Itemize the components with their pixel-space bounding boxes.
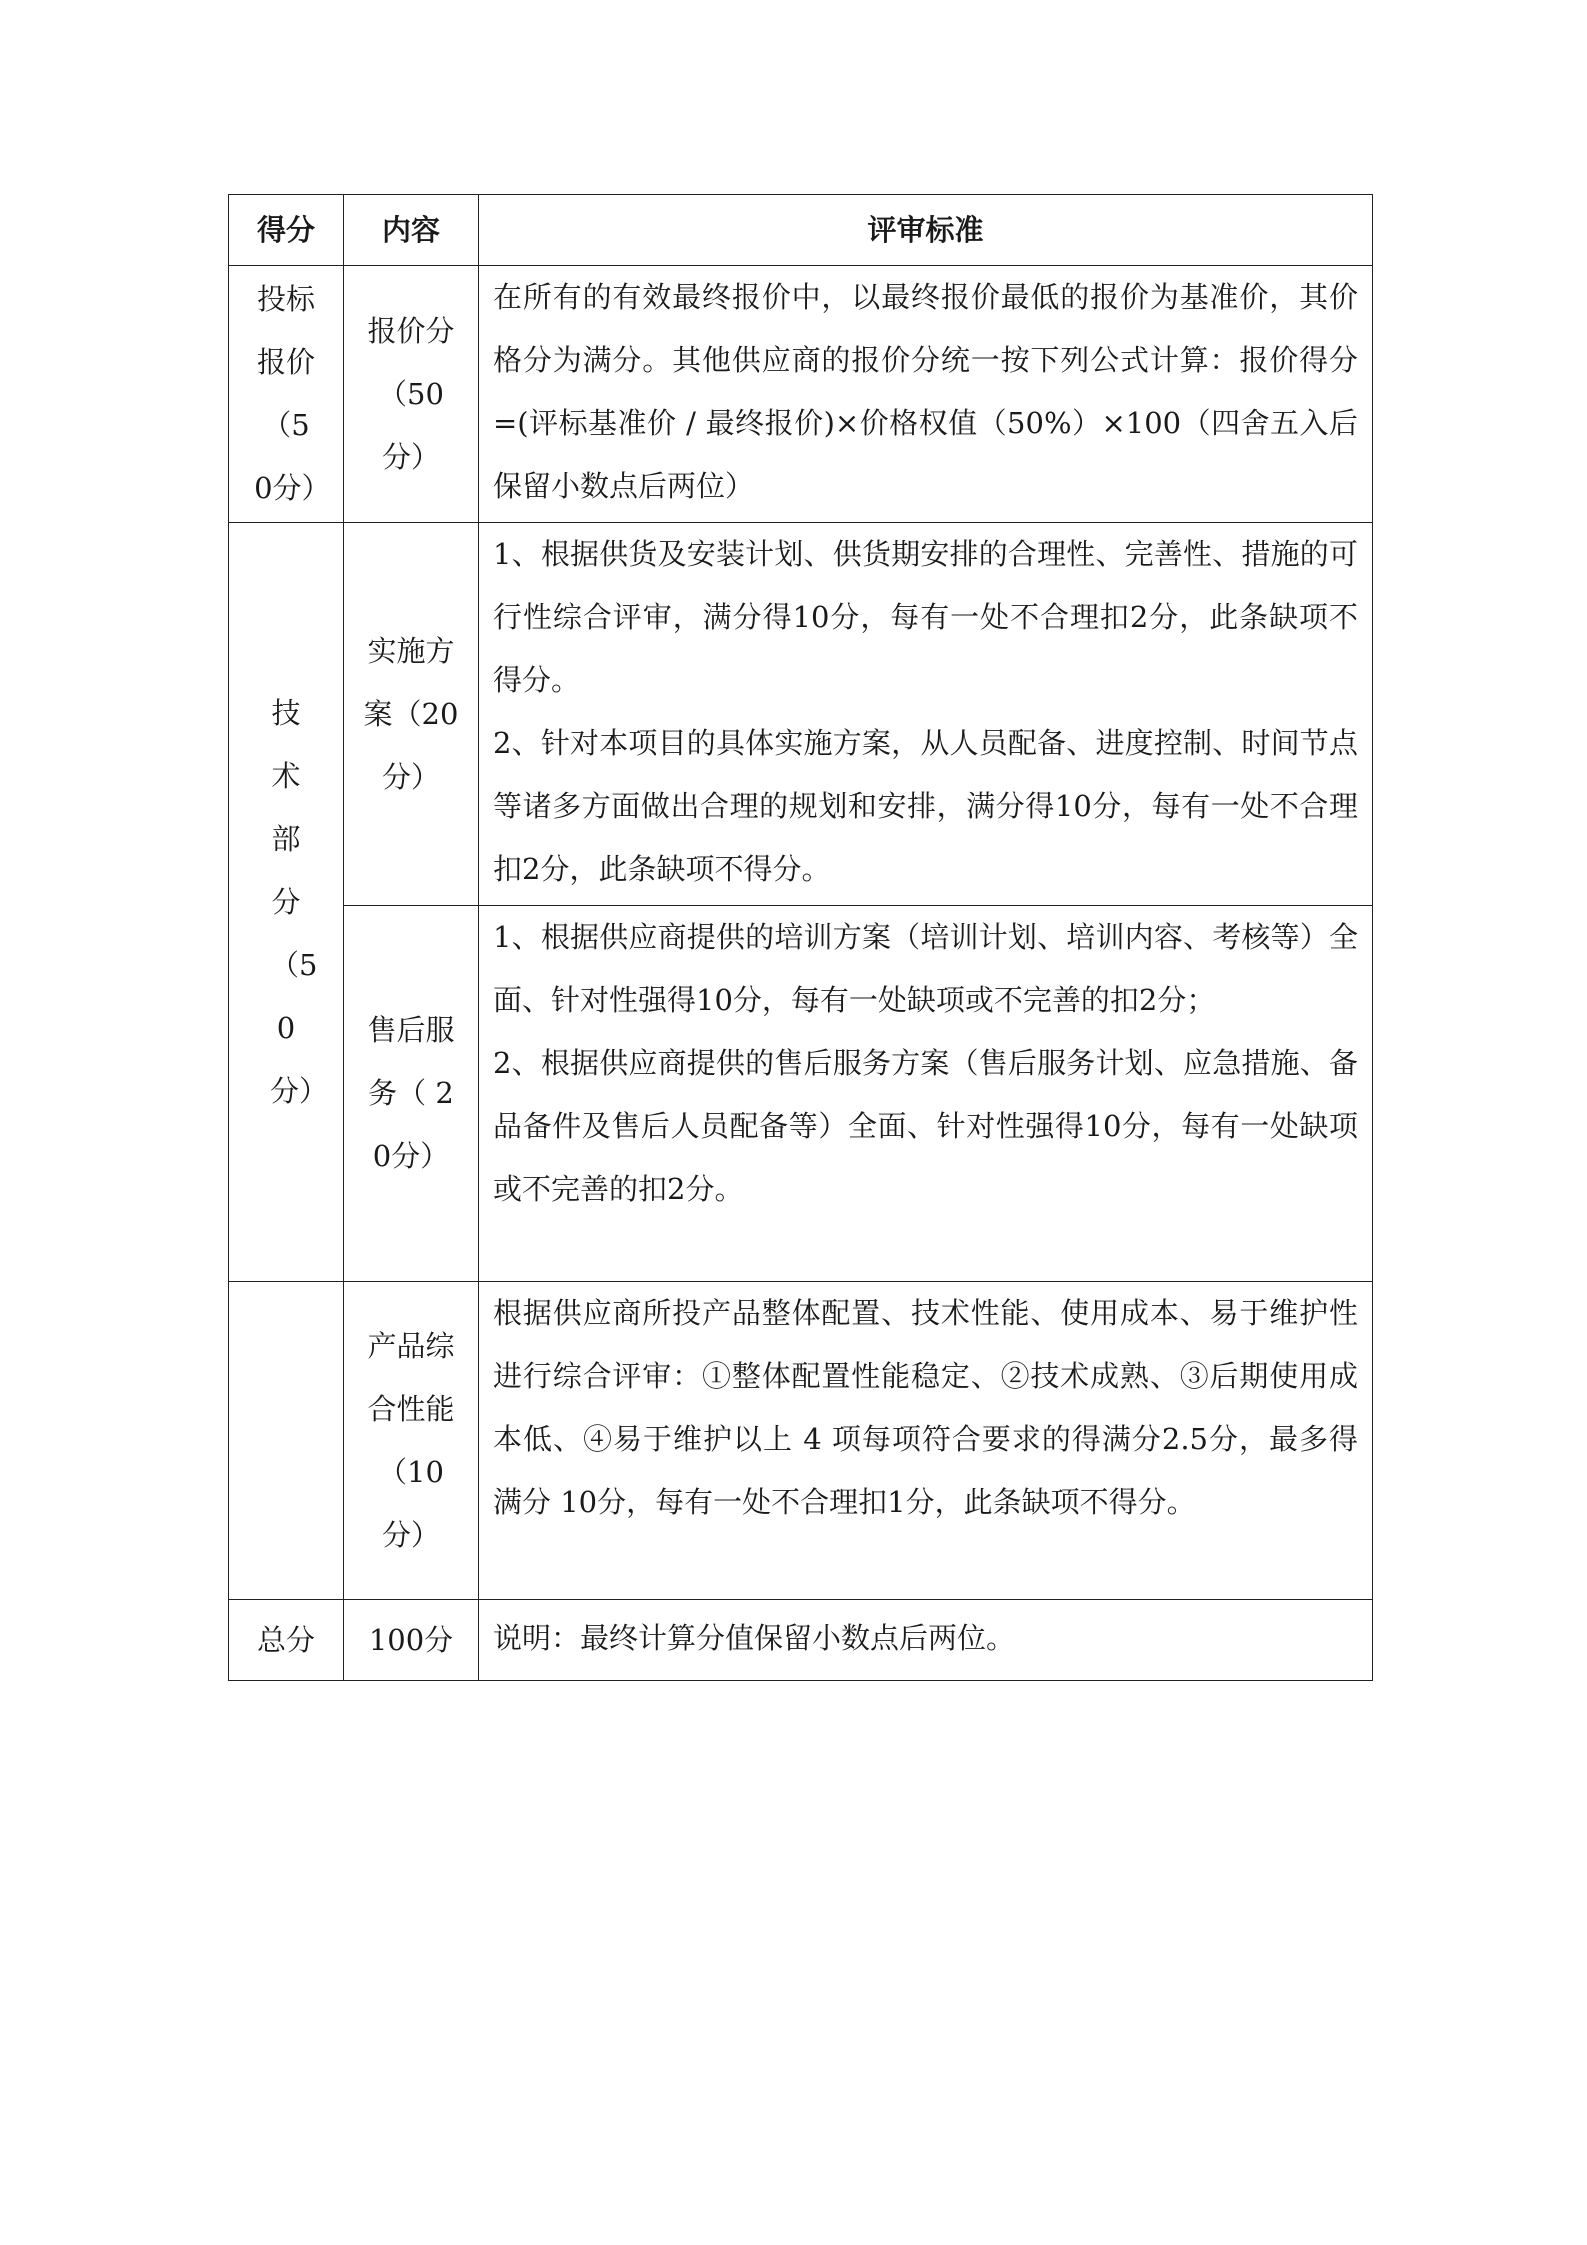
score-cell (229, 1600, 344, 1681)
criteria-cell (479, 266, 1373, 523)
criteria-cell (479, 1600, 1373, 1681)
score-cell (229, 1282, 344, 1600)
score-label: 投标报价（50分） (254, 282, 331, 505)
content-cell (344, 1282, 479, 1600)
criteria-paragraph: 2、根据供应商提供的售后服务方案（售后服务计划、应急措施、备品备件及售后人员配备等）全面、针对性强得10分，每有一处缺项或不完善的扣2分。 (493, 1046, 1358, 1206)
header-content: 内容 (344, 195, 479, 266)
table-row (229, 1282, 1373, 1600)
table-header-row (229, 195, 1373, 266)
score-cell (229, 266, 344, 523)
content-cell (344, 266, 479, 523)
header-score: 得分 (229, 195, 344, 266)
table-row (229, 523, 1373, 906)
content-cell (344, 523, 479, 906)
score-label-text: 技术部分（50分） (270, 695, 329, 1108)
criteria-paragraph: 说明：最终计算分值保留小数点后两位。 (493, 1620, 1016, 1655)
content-label: 报价分（50分） (367, 313, 455, 474)
content-cell (344, 906, 479, 1282)
table-row (229, 1600, 1373, 1681)
criteria-cell (479, 1282, 1373, 1600)
content-label: 100分 (368, 1622, 454, 1657)
content-cell (344, 1600, 479, 1681)
criteria-paragraph: 1、根据供货及安装计划、供货期安排的合理性、完善性、措施的可行性综合评审，满分得10分，每有一处不合理扣2分，此条缺项不得分。 (493, 537, 1358, 697)
criteria-cell (479, 523, 1373, 906)
criteria-paragraph: 2、针对本项目的具体实施方案，从人员配备、进度控制、时间节点等诸多方面做出合理的规划和安排，满分得10分，每有一处不合理扣2分，此条缺项不得分。 (493, 726, 1358, 886)
content-label: 实施方案（20分） (363, 633, 459, 794)
header-criteria: 评审标准 (479, 195, 1373, 266)
criteria-paragraph: 根据供应商所投产品整体配置、技术性能、使用成本、易于维护性进行综合评审：①整体配置性能稳定、②技术成熟、③后期使用成本低、④易于维护以上 4 项每项符合要求的得满分2.5分，最多得满分 10分，每有一处不合理扣1分，此条缺项不得分。 (493, 1296, 1358, 1519)
content-label: 售后服务（ 20分） (367, 1013, 455, 1173)
criteria-cell (479, 906, 1373, 1282)
evaluation-table (228, 194, 1373, 1681)
score-label (254, 682, 329, 1123)
table-row (229, 266, 1373, 523)
table-row (229, 906, 1373, 1282)
criteria-paragraph: 在所有的有效最终报价中，以最终报价最低的报价为基准价，其价格分为满分。其他供应商的报价分统一按下列公式计算：报价得分=(评标基准价 / 最终报价)×价格权值（50%）×100（四舍五入后保留小数点后两位） (493, 280, 1358, 503)
score-cell (229, 523, 344, 1282)
content-label: 产品综合性能（10分） (367, 1328, 455, 1552)
criteria-paragraph: 1、根据供应商提供的培训方案（培训计划、培训内容、考核等）全面、针对性强得10分，每有一处缺项或不完善的扣2分； (493, 920, 1358, 1017)
score-label: 总分 (256, 1622, 315, 1657)
